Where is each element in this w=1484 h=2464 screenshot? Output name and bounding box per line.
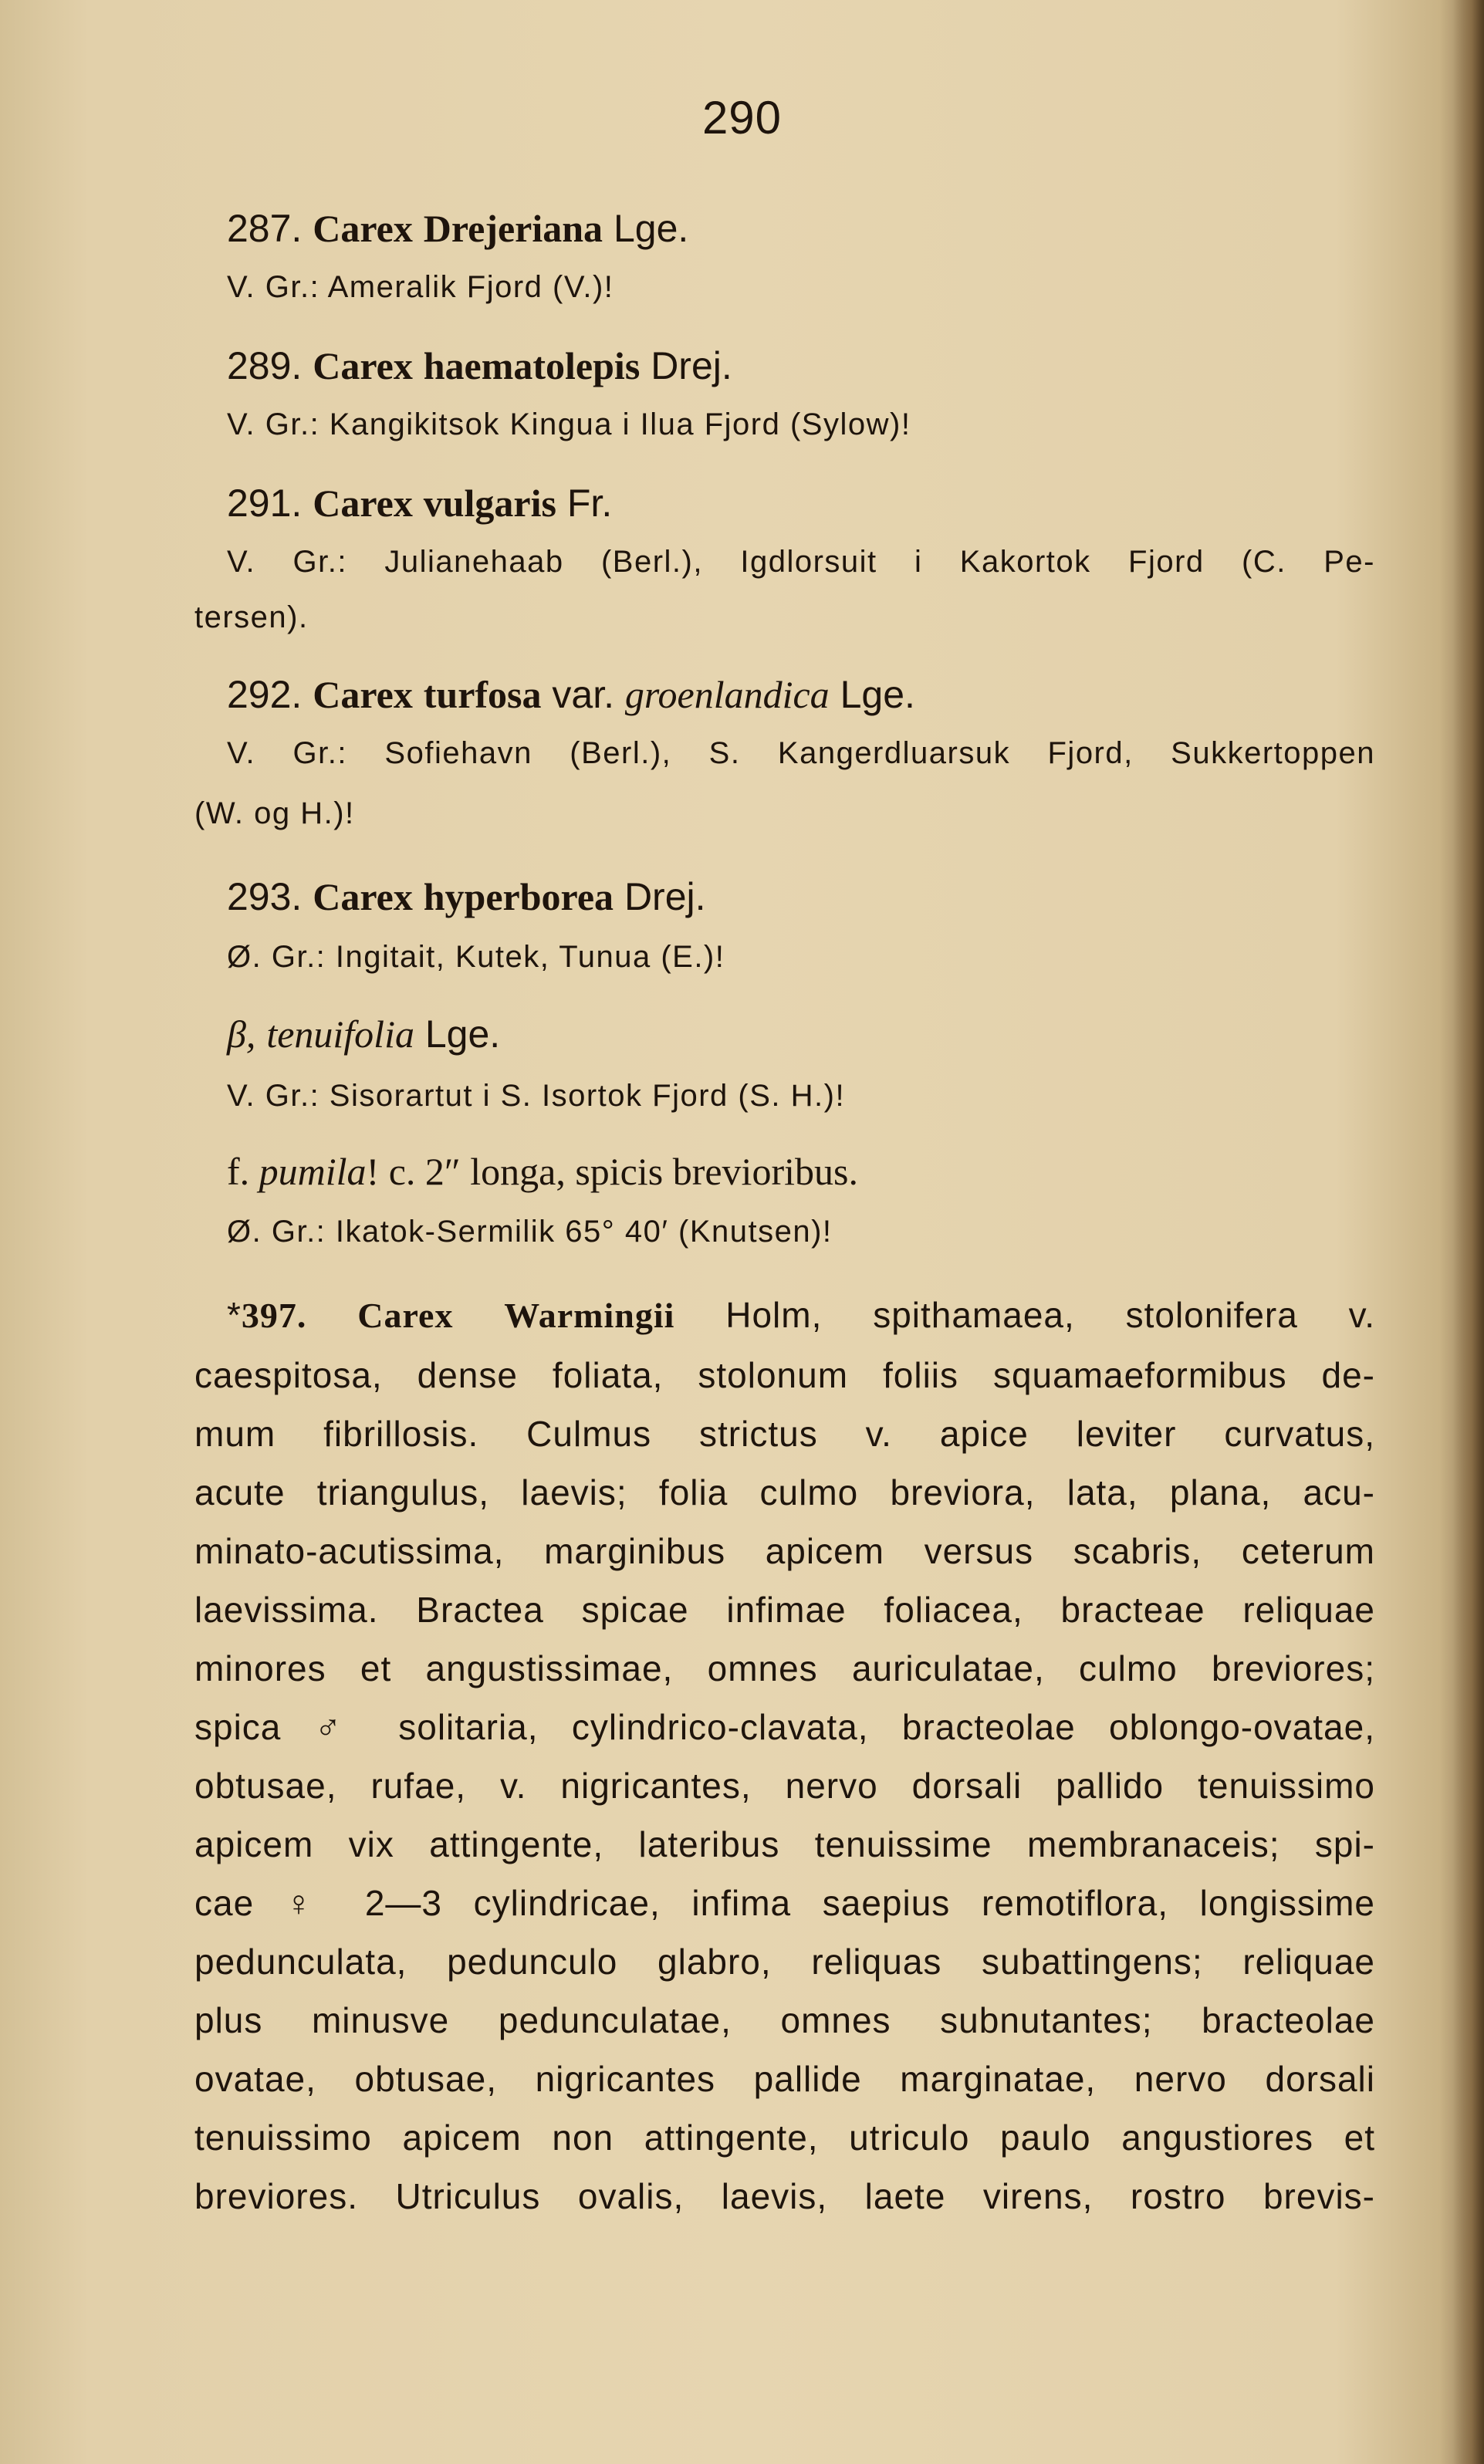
entry-heading	[227, 205, 688, 252]
entry-number: 287.	[227, 207, 303, 250]
description-line: tenuissimo apicem non attingente, utriculo paulo angustiores et	[194, 2118, 1375, 2158]
description-line: laevissima. Bractea spicae infimae foliacea, bracteae reliquae	[194, 1590, 1375, 1630]
description-line: breviores. Utriculus ovalis, laevis, laete virens, rostro brevis-	[194, 2176, 1375, 2216]
genus-name: Carex	[313, 875, 413, 918]
description-line: minores et angustissimae, omnes auriculatae, culmo breviores;	[194, 1648, 1375, 1688]
variety-heading	[227, 1011, 500, 1057]
entry-heading	[227, 480, 612, 526]
description-line: acute triangulus, laevis; folia culmo breviora, lata, plana, acu-	[194, 1472, 1375, 1513]
variety-prefix: var.	[552, 673, 614, 716]
description-line: plus minusve pedunculatae, omnes subnutantes; bracteolae	[194, 2000, 1375, 2040]
description-text: Holm, spithamaea, stolonifera v.	[725, 1295, 1376, 1335]
locality-line: V. Gr.: Ameralik Fjord (V.)!	[227, 270, 614, 304]
genus-name: Carex	[313, 482, 413, 525]
genus-name: Carex	[313, 207, 413, 250]
author-abbrev: Drej.	[624, 875, 706, 918]
species-name: Drejeriana	[423, 207, 603, 250]
description-line: apicem vix attingente, lateribus tenuissime membranaceis; spi-	[194, 1824, 1375, 1864]
entry-heading	[227, 343, 732, 389]
genus-name: Carex	[357, 1296, 454, 1335]
page-number: 290	[701, 92, 783, 144]
locality-line: Ø. Gr.: Ingitait, Kutek, Tunua (E.)!	[227, 940, 725, 974]
variety-name: tenuifolia	[266, 1012, 414, 1056]
locality-line: (W. og H.)!	[194, 796, 355, 830]
author-abbrev: Lge.	[840, 673, 915, 716]
locality-line: V. Gr.: Sisorartut i S. Isortok Fjord (S. H.)!	[227, 1079, 846, 1113]
species-name: vulgaris	[423, 482, 556, 525]
locality-line: V. Gr.: Julianehaab (Berl.), Igdlorsuit i Kakortok Fjord (C. Pe-	[227, 545, 1375, 579]
description-line: spica ♂ solitaria, cylindrico-clavata, bracteolae oblongo-ovatae,	[194, 1707, 1375, 1747]
locality-line: Ø. Gr.: Ikatok-Sermilik 65° 40′ (Knutsen)!	[227, 1215, 833, 1249]
entry-heading	[227, 671, 915, 718]
forma-name: pumila	[259, 1150, 367, 1193]
locality-line: V. Gr.: Sofiehavn (Berl.), S. Kangerdluarsuk Fjord, Sukkertoppen	[227, 736, 1375, 770]
author-abbrev: Lge.	[424, 1012, 501, 1056]
genus-name: Carex	[313, 673, 413, 716]
asterisk: *	[227, 1295, 242, 1335]
author-abbrev: Fr.	[566, 482, 613, 525]
author-abbrev: Lge.	[613, 207, 689, 250]
description-line: mum fibrillosis. Culmus strictus v. apice leviter curvatus,	[194, 1414, 1375, 1454]
species-name: hyperborea	[423, 875, 614, 918]
forma-prefix: f.	[227, 1150, 250, 1193]
description-line: ovatae, obtusae, nigricantes pallide marginatae, nervo dorsali	[194, 2059, 1375, 2099]
beta-symbol: β,	[227, 1012, 256, 1056]
description-line: obtusae, rufae, v. nigricantes, nervo dorsali pallido tenuissimo	[194, 1766, 1375, 1806]
entry-number: 289.	[227, 344, 303, 387]
species-name: Warmingii	[504, 1296, 675, 1335]
entry-number: 291.	[227, 482, 303, 525]
locality-line: tersen).	[194, 600, 309, 634]
entry-heading	[227, 874, 706, 920]
species-name: turfosa	[423, 673, 542, 716]
author-abbrev: Drej.	[651, 344, 732, 387]
variety-name: groenlandica	[624, 673, 830, 716]
entry-number: 292.	[227, 673, 303, 716]
description-line: cae ♀ 2—3 cylindricae, infima saepius remotiflora, longissime	[194, 1883, 1375, 1923]
description-line: pedunculata, pedunculo glabro, reliquas subattingens; reliquae	[194, 1942, 1375, 1982]
species-name: haematolepis	[423, 344, 641, 387]
entry-number: 293.	[227, 875, 303, 918]
description-line: minato-acutissima, marginibus apicem versus scabris, ceterum	[194, 1531, 1375, 1571]
locality-line: V. Gr.: Kangikitsok Kingua i Ilua Fjord (Sylow)!	[227, 407, 911, 441]
forma-description: ! c. 2″ longa, spicis brevioribus.	[366, 1150, 858, 1193]
page-edge-shadow	[1453, 0, 1484, 2464]
entry-number: 397.	[241, 1296, 307, 1335]
description-line: caespitosa, dense foliata, stolonum foliis squamaeformibus de-	[194, 1355, 1375, 1395]
forma-line	[227, 1148, 858, 1195]
genus-name: Carex	[313, 344, 413, 387]
description-first-line	[227, 1292, 1375, 1339]
